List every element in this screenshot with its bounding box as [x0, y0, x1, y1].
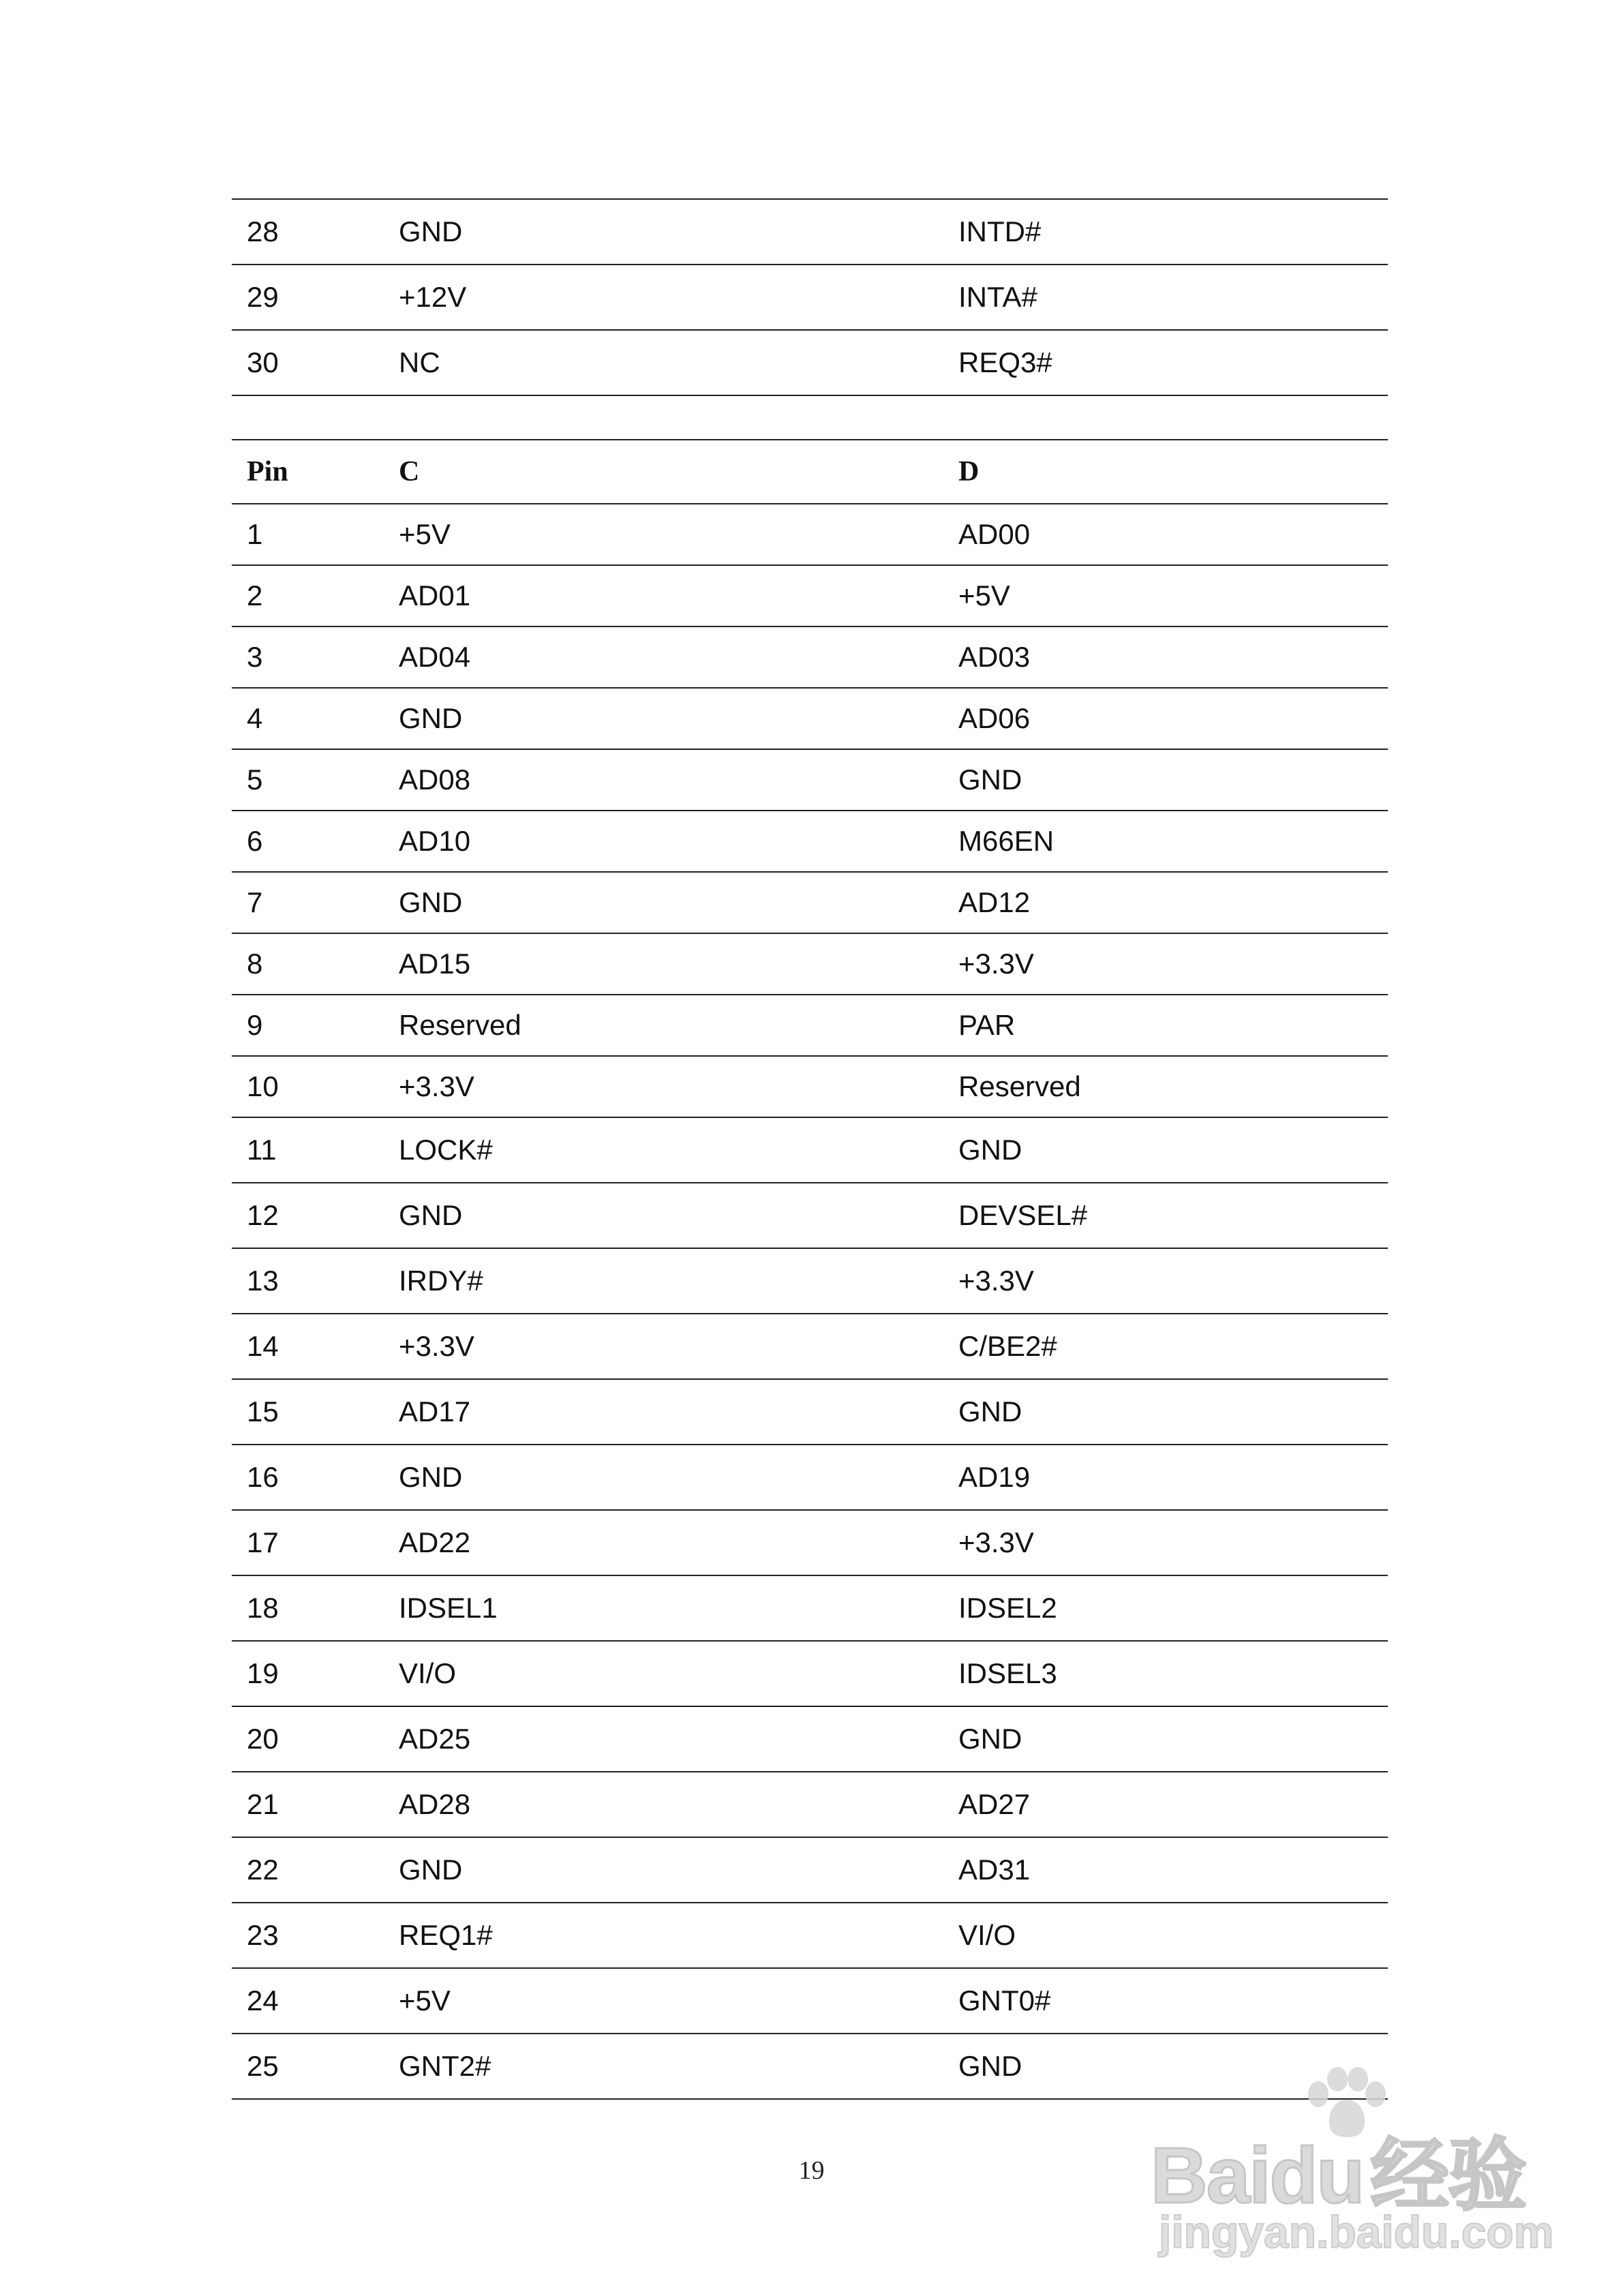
cell-d: +5V — [943, 565, 1388, 626]
table-header-row — [232, 440, 1388, 504]
cell-d: VI/O — [943, 1903, 1388, 1968]
cell-c: GND — [384, 1445, 943, 1510]
pin-table-continued — [232, 198, 1388, 396]
cell-pin: 23 — [232, 1903, 384, 1968]
cell-c: VI/O — [384, 1641, 943, 1706]
table-row — [232, 265, 1388, 330]
cell-pin: 17 — [232, 1510, 384, 1575]
cell-d: INTD# — [943, 199, 1388, 265]
header-c: C — [384, 440, 943, 504]
table-row — [232, 749, 1388, 811]
table-row — [232, 811, 1388, 872]
table-row — [232, 1968, 1388, 2034]
cell-d: REQ3# — [943, 330, 1388, 395]
cell-pin: 19 — [232, 1641, 384, 1706]
cell-c: AD10 — [384, 811, 943, 872]
cell-c: Reserved — [384, 995, 943, 1056]
table-row — [232, 1706, 1388, 1772]
pin-table-cd — [232, 439, 1388, 2100]
cell-pin: 3 — [232, 626, 384, 688]
cell-c: +5V — [384, 504, 943, 565]
cell-pin: 5 — [232, 749, 384, 811]
pin-table-continued-body — [232, 199, 1388, 395]
cell-pin: 30 — [232, 330, 384, 395]
cell-d: IDSEL3 — [943, 1641, 1388, 1706]
table-row — [232, 1117, 1388, 1183]
table-row — [232, 1510, 1388, 1575]
table-row — [232, 995, 1388, 1056]
cell-pin: 9 — [232, 995, 384, 1056]
cell-d: GND — [943, 1706, 1388, 1772]
cell-c: +3.3V — [384, 1056, 943, 1117]
cell-pin: 7 — [232, 872, 384, 933]
cell-c: REQ1# — [384, 1903, 943, 1968]
watermark-url: jingyan.baidu.com — [1159, 2207, 1554, 2257]
cell-pin: 14 — [232, 1314, 384, 1379]
table-row — [232, 1641, 1388, 1706]
cell-c: AD01 — [384, 565, 943, 626]
table-row — [232, 1772, 1388, 1837]
cell-d: +3.3V — [943, 1248, 1388, 1314]
cell-c: AD25 — [384, 1706, 943, 1772]
cell-c: IRDY# — [384, 1248, 943, 1314]
cell-pin: 12 — [232, 1183, 384, 1248]
cell-pin: 28 — [232, 199, 384, 265]
cell-pin: 29 — [232, 265, 384, 330]
cell-c: GNT2# — [384, 2034, 943, 2099]
header-d: D — [943, 440, 1388, 504]
cell-d: GND — [943, 2034, 1388, 2099]
cell-pin: 4 — [232, 688, 384, 749]
cell-c: GND — [384, 199, 943, 265]
cell-pin: 21 — [232, 1772, 384, 1837]
cell-d: +3.3V — [943, 1510, 1388, 1575]
watermark-brand-chinese: 经验 — [1370, 2131, 1526, 2220]
cell-c: +5V — [384, 1968, 943, 2034]
cell-d: AD31 — [943, 1837, 1388, 1903]
cell-d: AD12 — [943, 872, 1388, 933]
cell-d: +3.3V — [943, 933, 1388, 995]
watermark-brand-latin: Baidu — [1151, 2131, 1364, 2220]
cell-d: AD06 — [943, 688, 1388, 749]
cell-c: IDSEL1 — [384, 1575, 943, 1641]
cell-pin: 2 — [232, 565, 384, 626]
cell-pin: 16 — [232, 1445, 384, 1510]
cell-c: +12V — [384, 265, 943, 330]
cell-pin: 24 — [232, 1968, 384, 2034]
header-pin: Pin — [232, 440, 384, 504]
cell-c: +3.3V — [384, 1314, 943, 1379]
cell-d: M66EN — [943, 811, 1388, 872]
cell-pin: 20 — [232, 1706, 384, 1772]
cell-d: GND — [943, 749, 1388, 811]
cell-d: Reserved — [943, 1056, 1388, 1117]
cell-d: GND — [943, 1379, 1388, 1445]
cell-pin: 10 — [232, 1056, 384, 1117]
cell-pin: 6 — [232, 811, 384, 872]
table-row — [232, 688, 1388, 749]
cell-d: GNT0# — [943, 1968, 1388, 2034]
cell-d: AD03 — [943, 626, 1388, 688]
table-row — [232, 1837, 1388, 1903]
cell-c: GND — [384, 688, 943, 749]
cell-d: AD27 — [943, 1772, 1388, 1837]
cell-c: AD22 — [384, 1510, 943, 1575]
cell-c: LOCK# — [384, 1117, 943, 1183]
cell-d: PAR — [943, 995, 1388, 1056]
table-row — [232, 1575, 1388, 1641]
cell-pin: 22 — [232, 1837, 384, 1903]
cell-d: AD00 — [943, 504, 1388, 565]
cell-c: GND — [384, 1183, 943, 1248]
pin-table-cd-body — [232, 504, 1388, 2099]
cell-d: GND — [943, 1117, 1388, 1183]
cell-pin: 8 — [232, 933, 384, 995]
table-row — [232, 330, 1388, 395]
table-row — [232, 199, 1388, 265]
cell-pin: 1 — [232, 504, 384, 565]
table-row — [232, 1379, 1388, 1445]
cell-c: GND — [384, 1837, 943, 1903]
cell-pin: 15 — [232, 1379, 384, 1445]
table-row — [232, 1314, 1388, 1379]
cell-c: AD15 — [384, 933, 943, 995]
cell-pin: 18 — [232, 1575, 384, 1641]
table-row — [232, 504, 1388, 565]
table-row — [232, 933, 1388, 995]
cell-c: AD17 — [384, 1379, 943, 1445]
table-row — [232, 626, 1388, 688]
cell-c: GND — [384, 872, 943, 933]
page-number: 19 — [798, 2156, 825, 2185]
cell-pin: 13 — [232, 1248, 384, 1314]
table-row — [232, 1183, 1388, 1248]
cell-c: NC — [384, 330, 943, 395]
cell-d: INTA# — [943, 265, 1388, 330]
cell-d: AD19 — [943, 1445, 1388, 1510]
table-row — [232, 872, 1388, 933]
cell-c: AD08 — [384, 749, 943, 811]
table-row — [232, 565, 1388, 626]
cell-c: AD28 — [384, 1772, 943, 1837]
table-row — [232, 1056, 1388, 1117]
cell-pin: 25 — [232, 2034, 384, 2099]
cell-pin: 11 — [232, 1117, 384, 1183]
baidu-jingyan-watermark — [1151, 2079, 1554, 2257]
cell-d: DEVSEL# — [943, 1183, 1388, 1248]
cell-d: C/BE2# — [943, 1314, 1388, 1379]
cell-c: AD04 — [384, 626, 943, 688]
table-row — [232, 1445, 1388, 1510]
table-row — [232, 1248, 1388, 1314]
table-row — [232, 1903, 1388, 1968]
cell-d: IDSEL2 — [943, 1575, 1388, 1641]
